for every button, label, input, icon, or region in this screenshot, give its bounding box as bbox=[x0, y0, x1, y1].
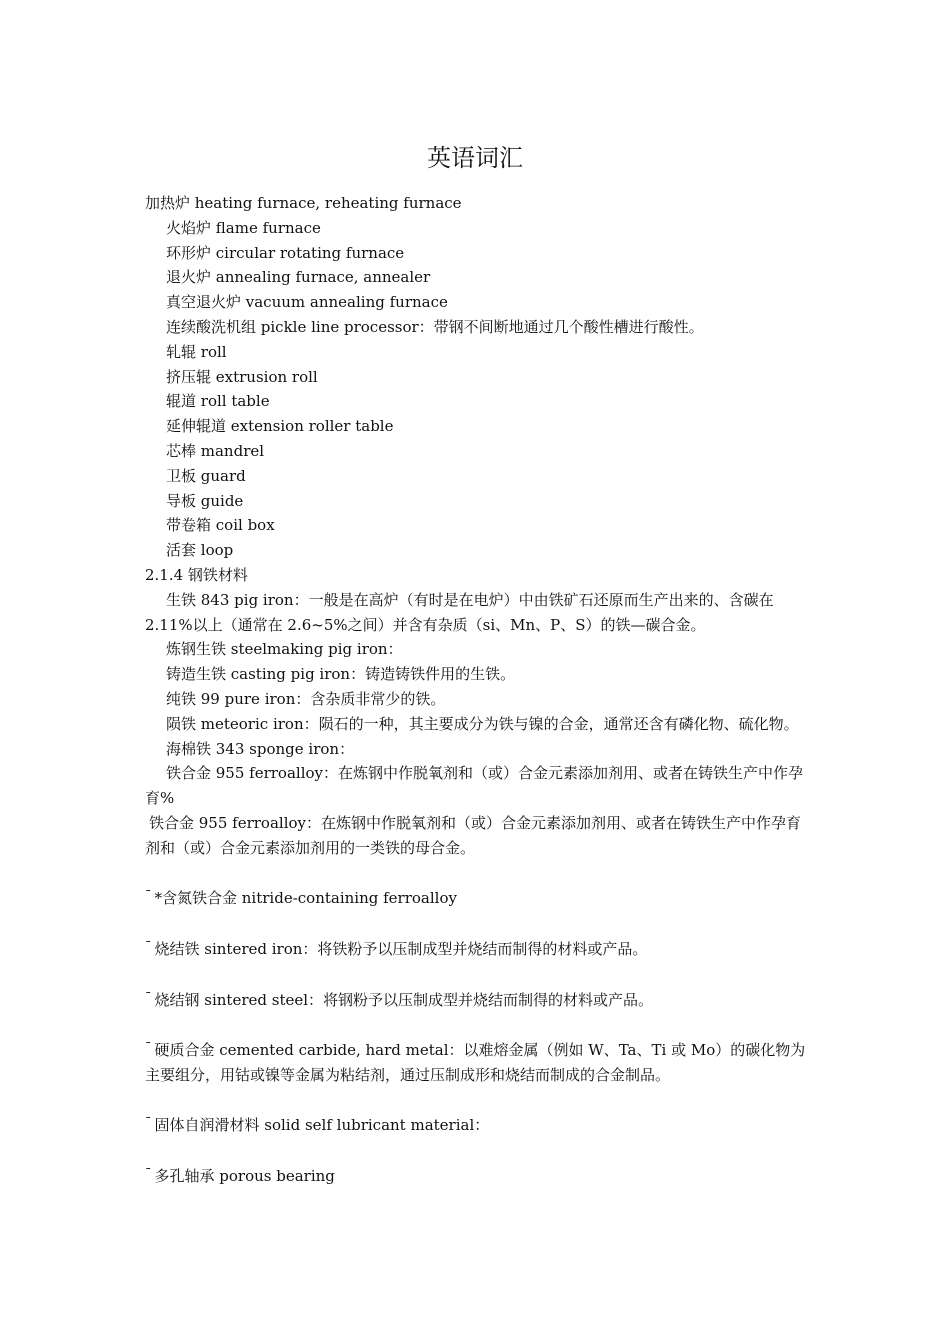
bullet-text: 硬质合金 cemented carbide, hard metal：以难熔金属（例如 W、Ta、Ti 或 Mo）的碳化物为主要组分，用钴或镍等金属为粘结剂，通过压制成形和烧结而制成的合金制品。 bbox=[145, 1041, 806, 1084]
text-line: 连续酸洗机组 pickle line processor：带钢不间断地通过几个酸性槽进行酸性。 bbox=[166, 317, 704, 336]
text-line: 火焰炉 flame furnace bbox=[166, 218, 321, 237]
blank-line bbox=[145, 1012, 810, 1037]
text-line: 加热炉 heating furnace, reheating furnace bbox=[145, 194, 462, 212]
text-line: 环形炉 circular rotating furnace bbox=[166, 243, 405, 262]
bullet-text: 烧结钢 sintered steel：将钢粉予以压制成型并烧结而制得的材料或产品。 bbox=[154, 990, 654, 1009]
bullet-mark: ¯ bbox=[145, 1167, 152, 1183]
bullet-text: *含氮铁合金 nitride-containing ferroalloy bbox=[154, 889, 457, 908]
text-line: 延伸辊道 extension roller table bbox=[166, 417, 394, 436]
bullet-mark: ¯ bbox=[145, 1116, 152, 1132]
text-line: 铸造生铁 casting pig iron：铸造铸铁件用的生铁。 bbox=[166, 665, 516, 684]
text-line: 退火炉 annealing furnace, annealer bbox=[166, 268, 431, 287]
text-paragraph: 生铁 843 pig iron：一般是在高炉（有时是在电炉）中由铁矿石还原而生产出来的、含碳在 2.11%以上（通常在 2.6~5%之间）并含有杂质（si、Mn、P、S）的铁—碳合金。 bbox=[145, 590, 774, 634]
section-heading: 2.1.4 钢铁材料 bbox=[145, 565, 248, 584]
text-line: 带卷箱 coil box bbox=[166, 516, 275, 535]
page-title: 英语词汇 bbox=[427, 144, 523, 172]
blank-line bbox=[145, 962, 810, 987]
text-line: 海棉铁 343 sponge iron： bbox=[166, 739, 355, 758]
bullet-mark: ¯ bbox=[145, 1041, 152, 1057]
bullet-text: 多孔轴承 porous bearing bbox=[154, 1167, 335, 1186]
blank-line bbox=[145, 911, 810, 936]
text-line: 挤压辊 extrusion roll bbox=[166, 367, 318, 386]
text-line: 真空退火炉 vacuum annealing furnace bbox=[166, 293, 448, 312]
text-line: 轧辊 roll bbox=[166, 342, 227, 361]
bullet-mark: ¯ bbox=[145, 939, 152, 955]
bullet-text: 固体自润滑材料 solid self lubricant material： bbox=[154, 1116, 490, 1135]
bullet-mark: ¯ bbox=[145, 889, 152, 905]
blank-line bbox=[145, 861, 810, 886]
bullet-item bbox=[145, 936, 810, 962]
document-body bbox=[145, 191, 810, 1189]
text-paragraph: 铁合金 955 ferroalloy：在炼钢中作脱氧剂和（或）合金元素添加剂用、或者在铸铁生产中作孕育% bbox=[145, 764, 804, 808]
text-paragraph: 铁合金 955 ferroalloy：在炼钢中作脱氧剂和（或）合金元素添加剂用、或者在铸铁生产中作孕育剂和（或）合金元素添加剂用的一类铁的母合金。 bbox=[145, 813, 802, 857]
bullet-item bbox=[145, 885, 810, 911]
bullet-item bbox=[145, 1037, 810, 1088]
text-line: 导板 guide bbox=[166, 491, 244, 510]
text-line: 辊道 roll table bbox=[166, 392, 270, 411]
bullet-item bbox=[145, 1163, 810, 1189]
text-line: 卫板 guard bbox=[166, 466, 246, 485]
text-line: 芯棒 mandrel bbox=[166, 441, 265, 460]
bullet-mark: ¯ bbox=[145, 990, 152, 1006]
text-line: 纯铁 99 pure iron：含杂质非常少的铁。 bbox=[166, 689, 446, 708]
text-line: 炼钢生铁 steelmaking pig iron： bbox=[166, 640, 403, 659]
blank-line bbox=[145, 1138, 810, 1163]
bullet-item bbox=[145, 1112, 810, 1138]
bullet-text: 烧结铁 sintered iron：将铁粉予以压制成型并烧结而制得的材料或产品。 bbox=[154, 939, 648, 958]
text-line: 活套 loop bbox=[166, 541, 234, 560]
bullet-item bbox=[145, 987, 810, 1013]
text-paragraph: 陨铁 meteoric iron：陨石的一种，其主要成分为铁与镍的合金，通常还含有磷化物、硫化物。 bbox=[166, 714, 799, 733]
blank-line bbox=[145, 1088, 810, 1113]
